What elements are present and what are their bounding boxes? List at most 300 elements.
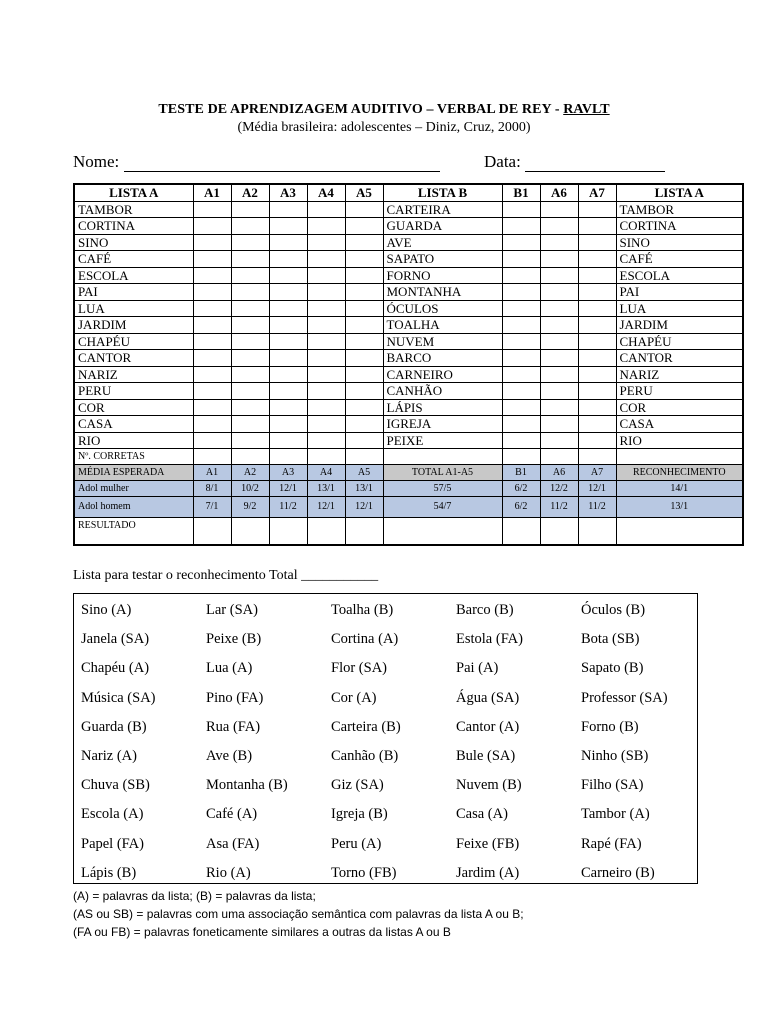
expected-col: A3 xyxy=(269,465,307,481)
result-cell[interactable] xyxy=(616,518,743,546)
trial-cell[interactable] xyxy=(345,284,383,301)
trial-cell[interactable] xyxy=(345,416,383,433)
norm-value: 12/1 xyxy=(269,481,307,497)
trial-cell[interactable] xyxy=(307,383,345,400)
list-b-word: PEIXE xyxy=(383,432,502,449)
list-a-word: NARIZ xyxy=(74,366,193,383)
trial-cell[interactable] xyxy=(540,218,578,235)
trial-cell[interactable] xyxy=(269,432,307,449)
scoring-table xyxy=(73,183,744,546)
list-a-word: COR xyxy=(616,399,743,416)
trial-cell[interactable] xyxy=(307,251,345,268)
table-row xyxy=(74,432,743,449)
recognition-word: Tambor (A) xyxy=(581,806,650,823)
name-blank[interactable] xyxy=(124,153,440,172)
recognition-word: Carteira (B) xyxy=(331,718,401,735)
list-a-word: CASA xyxy=(616,416,743,433)
trial-cell[interactable] xyxy=(307,366,345,383)
trial-cell[interactable] xyxy=(578,218,616,235)
trial-cell[interactable] xyxy=(578,317,616,334)
score-cell[interactable] xyxy=(616,449,743,465)
trial-cell[interactable] xyxy=(502,383,540,400)
column-header: A4 xyxy=(307,184,345,201)
score-cell[interactable] xyxy=(193,449,231,465)
trial-cell[interactable] xyxy=(345,218,383,235)
trial-cell[interactable] xyxy=(307,284,345,301)
table-row xyxy=(74,416,743,433)
list-a-word: ESCOLA xyxy=(74,267,193,284)
trial-cell[interactable] xyxy=(231,201,269,218)
trial-cell[interactable] xyxy=(307,432,345,449)
trial-cell[interactable] xyxy=(269,317,307,334)
list-a-word: NARIZ xyxy=(616,366,743,383)
trial-cell[interactable] xyxy=(231,416,269,433)
trial-cell[interactable] xyxy=(231,366,269,383)
trial-cell[interactable] xyxy=(502,300,540,317)
trial-cell[interactable] xyxy=(345,317,383,334)
trial-cell[interactable] xyxy=(231,251,269,268)
recognition-word: Asa (FA) xyxy=(206,835,260,852)
list-a-word: SINO xyxy=(74,234,193,251)
list-a-word: CASA xyxy=(74,416,193,433)
recognition-word: Pino (FA) xyxy=(206,689,264,706)
trial-cell[interactable] xyxy=(540,300,578,317)
recognition-word: Estola (FA) xyxy=(456,631,523,648)
result-cell[interactable] xyxy=(502,518,540,546)
trial-cell[interactable] xyxy=(345,251,383,268)
footnote: (AS ou SB) = palavras com uma associação semântica com palavras da lista A ou B; xyxy=(73,907,524,921)
result-cell[interactable] xyxy=(193,518,231,546)
recognition-word: Rua (FA) xyxy=(206,718,261,735)
expected-col: A6 xyxy=(540,465,578,481)
norm-value: 11/2 xyxy=(269,497,307,518)
list-a-word: JARDIM xyxy=(74,317,193,334)
table-row xyxy=(74,300,743,317)
recognition-word: Bule (SA) xyxy=(456,747,516,764)
trial-cell[interactable] xyxy=(193,399,231,416)
table-row xyxy=(74,201,743,218)
score-cell[interactable] xyxy=(307,449,345,465)
document-title: TESTE DE APRENDIZAGEM AUDITIVO – VERBAL DE REY - RAVLT xyxy=(158,102,610,117)
trial-cell[interactable] xyxy=(578,284,616,301)
trial-cell[interactable] xyxy=(269,218,307,235)
trial-cell[interactable] xyxy=(502,432,540,449)
norm-value: 12/1 xyxy=(578,481,616,497)
list-b-word: CARTEIRA xyxy=(383,201,502,218)
list-b-word: BARCO xyxy=(383,350,502,367)
trial-cell[interactable] xyxy=(578,333,616,350)
trial-cell[interactable] xyxy=(502,350,540,367)
title-abbreviation: RAVLT xyxy=(563,102,610,117)
recognition-word: Pai (A) xyxy=(456,660,499,677)
list-b-word: FORNO xyxy=(383,267,502,284)
list-a-word: JARDIM xyxy=(616,317,743,334)
trial-cell[interactable] xyxy=(269,383,307,400)
list-a-word: CAFÉ xyxy=(74,251,193,268)
list-a-word: CORTINA xyxy=(74,218,193,235)
trial-cell[interactable] xyxy=(193,333,231,350)
score-cell[interactable] xyxy=(502,449,540,465)
trial-cell[interactable] xyxy=(502,333,540,350)
trial-cell[interactable] xyxy=(193,300,231,317)
trial-cell[interactable] xyxy=(502,317,540,334)
correct-count-label: Nº. CORRETAS xyxy=(74,449,193,465)
recognition-word: Papel (FA) xyxy=(81,835,144,852)
recognition-word: Filho (SA) xyxy=(581,777,644,794)
score-cell[interactable] xyxy=(383,449,502,465)
trial-cell[interactable] xyxy=(502,284,540,301)
trial-cell[interactable] xyxy=(231,267,269,284)
recognition-word: Toalha (B) xyxy=(331,602,394,618)
list-b-word: CANHÃO xyxy=(383,383,502,400)
column-header: B1 xyxy=(502,184,540,201)
recognition-word: Água (SA) xyxy=(456,689,520,706)
trial-cell[interactable] xyxy=(231,399,269,416)
recognition-word: Professor (SA) xyxy=(581,689,668,706)
trial-cell[interactable] xyxy=(269,251,307,268)
result-row xyxy=(74,518,743,546)
list-a-word: PAI xyxy=(74,284,193,301)
result-cell[interactable] xyxy=(307,518,345,546)
list-b-word: ÓCULOS xyxy=(383,300,502,317)
result-cell[interactable] xyxy=(578,518,616,546)
trial-cell[interactable] xyxy=(193,432,231,449)
norm-value: 10/2 xyxy=(231,481,269,497)
table-row xyxy=(74,218,743,235)
trial-cell[interactable] xyxy=(345,333,383,350)
trial-cell[interactable] xyxy=(269,267,307,284)
trial-cell[interactable] xyxy=(345,350,383,367)
trial-cell[interactable] xyxy=(307,416,345,433)
norm-total: 54/7 xyxy=(383,497,502,518)
trial-cell[interactable] xyxy=(307,300,345,317)
trial-cell[interactable] xyxy=(193,251,231,268)
trial-cell[interactable] xyxy=(502,366,540,383)
trial-cell[interactable] xyxy=(540,366,578,383)
trial-cell[interactable] xyxy=(345,300,383,317)
table-row xyxy=(74,317,743,334)
trial-cell[interactable] xyxy=(578,416,616,433)
trial-cell[interactable] xyxy=(269,416,307,433)
norm-value: 12/2 xyxy=(540,481,578,497)
list-b-word: MONTANHA xyxy=(383,284,502,301)
correct-count-row xyxy=(74,449,743,465)
recognition-word: Sapato (B) xyxy=(581,660,644,677)
list-b-word: IGREJA xyxy=(383,416,502,433)
recognition-word: Giz (SA) xyxy=(331,777,384,794)
trial-cell[interactable] xyxy=(345,201,383,218)
expected-recognition: RECONHECIMENTO xyxy=(616,465,743,481)
result-cell[interactable] xyxy=(269,518,307,546)
trial-cell[interactable] xyxy=(269,399,307,416)
expected-col: A7 xyxy=(578,465,616,481)
document-subtitle: (Média brasileira: adolescentes – Diniz, Cruz, 2000) xyxy=(237,120,531,135)
list-a-word: CORTINA xyxy=(616,218,743,235)
trial-cell[interactable] xyxy=(540,201,578,218)
trial-cell[interactable] xyxy=(345,366,383,383)
recognition-word: Torno (FB) xyxy=(331,864,397,881)
trial-cell[interactable] xyxy=(540,251,578,268)
score-cell[interactable] xyxy=(345,449,383,465)
expected-col: A5 xyxy=(345,465,383,481)
male-label: Adol homem xyxy=(74,497,193,518)
list-a-word: PAI xyxy=(616,284,743,301)
column-header: LISTA A xyxy=(616,184,743,201)
recognition-word: Lápis (B) xyxy=(81,864,137,881)
trial-cell[interactable] xyxy=(345,383,383,400)
trial-cell[interactable] xyxy=(540,416,578,433)
trial-cell[interactable] xyxy=(578,383,616,400)
expected-col: A1 xyxy=(193,465,231,481)
list-a-word: LUA xyxy=(74,300,193,317)
female-label: Adol mulher xyxy=(74,481,193,497)
recognition-word: Rapé (FA) xyxy=(581,835,642,852)
expected-total: TOTAL A1-A5 xyxy=(383,465,502,481)
recognition-word: Forno (B) xyxy=(581,718,639,735)
score-cell[interactable] xyxy=(269,449,307,465)
recognition-word: Cantor (A) xyxy=(456,718,520,735)
trial-cell[interactable] xyxy=(193,234,231,251)
recognition-word: Flor (SA) xyxy=(331,660,387,677)
table-row xyxy=(74,251,743,268)
trial-cell[interactable] xyxy=(307,201,345,218)
list-a-word: TAMBOR xyxy=(74,201,193,218)
male-norm-row xyxy=(74,497,743,518)
expected-col: A4 xyxy=(307,465,345,481)
list-a-word: ESCOLA xyxy=(616,267,743,284)
recognition-word: Sino (A) xyxy=(81,602,132,618)
recognition-word-grid xyxy=(81,602,706,894)
norm-recognition: 14/1 xyxy=(616,481,743,497)
trial-cell[interactable] xyxy=(502,201,540,218)
trial-cell[interactable] xyxy=(193,267,231,284)
trial-cell[interactable] xyxy=(193,416,231,433)
list-b-word: GUARDA xyxy=(383,218,502,235)
trial-cell[interactable] xyxy=(231,350,269,367)
recognition-word: Rio (A) xyxy=(206,864,251,881)
recognition-word: Ave (B) xyxy=(206,747,253,764)
result-cell[interactable] xyxy=(540,518,578,546)
trial-cell[interactable] xyxy=(345,267,383,284)
trial-cell[interactable] xyxy=(345,432,383,449)
recognition-word: Lua (A) xyxy=(206,660,253,677)
recognition-word: Barco (B) xyxy=(456,602,514,618)
trial-cell[interactable] xyxy=(345,234,383,251)
list-b-word: CARNEIRO xyxy=(383,366,502,383)
recognition-word: Peixe (B) xyxy=(206,631,262,648)
footnote: (A) = palavras da lista; (B) = palavras da lista; xyxy=(73,889,316,903)
recognition-box xyxy=(73,593,698,884)
list-a-word: PERU xyxy=(616,383,743,400)
trial-cell[interactable] xyxy=(540,284,578,301)
recognition-intro: Lista para testar o reconhecimento Total ___________ xyxy=(73,568,379,583)
recognition-word: Canhão (B) xyxy=(331,747,399,764)
list-a-word: CHAPÉU xyxy=(616,333,743,350)
recognition-word: Jardim (A) xyxy=(456,864,520,881)
trial-cell[interactable] xyxy=(269,284,307,301)
name-label: Nome: xyxy=(73,152,120,171)
trial-cell[interactable] xyxy=(193,317,231,334)
column-header: A1 xyxy=(193,184,231,201)
trial-cell[interactable] xyxy=(502,399,540,416)
trial-cell[interactable] xyxy=(578,300,616,317)
trial-cell[interactable] xyxy=(307,234,345,251)
score-cell[interactable] xyxy=(578,449,616,465)
recognition-word: Chapéu (A) xyxy=(81,660,150,677)
trial-cell[interactable] xyxy=(502,218,540,235)
trial-cell[interactable] xyxy=(231,383,269,400)
table-row xyxy=(74,267,743,284)
recognition-word: Café (A) xyxy=(206,806,258,823)
footnotes xyxy=(73,887,524,941)
list-a-word: SINO xyxy=(616,234,743,251)
recognition-word: Janela (SA) xyxy=(81,631,150,648)
list-b-word: LÁPIS xyxy=(383,399,502,416)
trial-cell[interactable] xyxy=(193,284,231,301)
date-field[interactable] xyxy=(484,152,665,172)
trial-cell[interactable] xyxy=(269,300,307,317)
trial-cell[interactable] xyxy=(307,267,345,284)
column-header: LISTA A xyxy=(74,184,193,201)
column-header: LISTA B xyxy=(383,184,502,201)
trial-cell[interactable] xyxy=(578,366,616,383)
trial-cell[interactable] xyxy=(540,432,578,449)
result-cell[interactable] xyxy=(383,518,502,546)
trial-cell[interactable] xyxy=(193,366,231,383)
trial-cell[interactable] xyxy=(502,267,540,284)
list-b-word: NUVEM xyxy=(383,333,502,350)
column-header: A6 xyxy=(540,184,578,201)
trial-cell[interactable] xyxy=(231,284,269,301)
result-cell[interactable] xyxy=(231,518,269,546)
expected-mean-row xyxy=(74,465,743,481)
trial-cell[interactable] xyxy=(231,234,269,251)
trial-cell[interactable] xyxy=(269,366,307,383)
trial-cell[interactable] xyxy=(307,317,345,334)
table-row xyxy=(74,284,743,301)
trial-cell[interactable] xyxy=(578,251,616,268)
name-field[interactable] xyxy=(73,152,440,172)
table-header-row xyxy=(74,184,743,201)
trial-cell[interactable] xyxy=(502,416,540,433)
trial-cell[interactable] xyxy=(231,218,269,235)
trial-cell[interactable] xyxy=(307,218,345,235)
trial-cell[interactable] xyxy=(269,201,307,218)
trial-cell[interactable] xyxy=(231,317,269,334)
trial-cell[interactable] xyxy=(269,333,307,350)
trial-cell[interactable] xyxy=(540,267,578,284)
female-norm-row xyxy=(74,481,743,497)
norm-value: 11/2 xyxy=(578,497,616,518)
footnote: (FA ou FB) = palavras foneticamente similares a outras da listas A ou B xyxy=(73,925,451,939)
list-a-word: CHAPÉU xyxy=(74,333,193,350)
norm-value: 13/1 xyxy=(307,481,345,497)
norm-value: 6/2 xyxy=(502,481,540,497)
table-row xyxy=(74,333,743,350)
trial-cell[interactable] xyxy=(193,383,231,400)
trial-cell[interactable] xyxy=(193,218,231,235)
trial-cell[interactable] xyxy=(269,234,307,251)
expected-col: A2 xyxy=(231,465,269,481)
trial-cell[interactable] xyxy=(307,333,345,350)
column-header: A5 xyxy=(345,184,383,201)
trial-cell[interactable] xyxy=(578,267,616,284)
trial-cell[interactable] xyxy=(540,333,578,350)
trial-cell[interactable] xyxy=(307,399,345,416)
recognition-word: Lar (SA) xyxy=(206,602,258,618)
trial-cell[interactable] xyxy=(231,432,269,449)
date-label: Data: xyxy=(484,152,521,171)
list-b-word: TOALHA xyxy=(383,317,502,334)
recognition-word: Escola (A) xyxy=(81,806,144,823)
list-a-word: LUA xyxy=(616,300,743,317)
trial-cell[interactable] xyxy=(307,350,345,367)
norm-total: 57/5 xyxy=(383,481,502,497)
trial-cell[interactable] xyxy=(540,399,578,416)
column-header: A7 xyxy=(578,184,616,201)
trial-cell[interactable] xyxy=(502,234,540,251)
trial-cell[interactable] xyxy=(193,350,231,367)
result-cell[interactable] xyxy=(345,518,383,546)
recognition-word: Óculos (B) xyxy=(581,602,646,618)
trial-cell[interactable] xyxy=(502,251,540,268)
norm-value: 8/1 xyxy=(193,481,231,497)
trial-cell[interactable] xyxy=(345,399,383,416)
norm-value: 9/2 xyxy=(231,497,269,518)
recognition-word: Montanha (B) xyxy=(206,777,288,794)
trial-cell[interactable] xyxy=(578,201,616,218)
list-a-word: CAFÉ xyxy=(616,251,743,268)
column-header: A2 xyxy=(231,184,269,201)
recognition-word: Igreja (B) xyxy=(331,806,388,823)
trial-cell[interactable] xyxy=(578,350,616,367)
recognition-word: Carneiro (B) xyxy=(581,864,655,881)
norm-value: 13/1 xyxy=(345,481,383,497)
score-cell[interactable] xyxy=(231,449,269,465)
list-b-word: SAPATO xyxy=(383,251,502,268)
trial-cell[interactable] xyxy=(540,317,578,334)
expected-mean-label: MÉDIA ESPERADA xyxy=(74,465,193,481)
recognition-word: Cor (A) xyxy=(331,689,377,706)
trial-cell[interactable] xyxy=(231,300,269,317)
trial-cell[interactable] xyxy=(231,333,269,350)
list-a-word: TAMBOR xyxy=(616,201,743,218)
expected-col: B1 xyxy=(502,465,540,481)
trial-cell[interactable] xyxy=(578,432,616,449)
norm-value: 12/1 xyxy=(307,497,345,518)
recognition-word: Cortina (A) xyxy=(331,631,399,648)
list-b-word: AVE xyxy=(383,234,502,251)
list-a-word: RIO xyxy=(616,432,743,449)
trial-cell[interactable] xyxy=(193,201,231,218)
trial-cell[interactable] xyxy=(540,383,578,400)
list-a-word: CANTOR xyxy=(74,350,193,367)
trial-cell[interactable] xyxy=(269,350,307,367)
trial-cell[interactable] xyxy=(540,234,578,251)
result-label: RESULTADO xyxy=(74,518,193,546)
recognition-word: Guarda (B) xyxy=(81,718,147,735)
norm-recognition: 13/1 xyxy=(616,497,743,518)
trial-cell[interactable] xyxy=(578,399,616,416)
date-blank[interactable] xyxy=(525,153,665,172)
norm-value: 12/1 xyxy=(345,497,383,518)
trial-cell[interactable] xyxy=(578,234,616,251)
recognition-word: Nuvem (B) xyxy=(456,777,522,794)
norm-value: 7/1 xyxy=(193,497,231,518)
trial-cell[interactable] xyxy=(540,350,578,367)
table-row xyxy=(74,234,743,251)
score-cell[interactable] xyxy=(540,449,578,465)
